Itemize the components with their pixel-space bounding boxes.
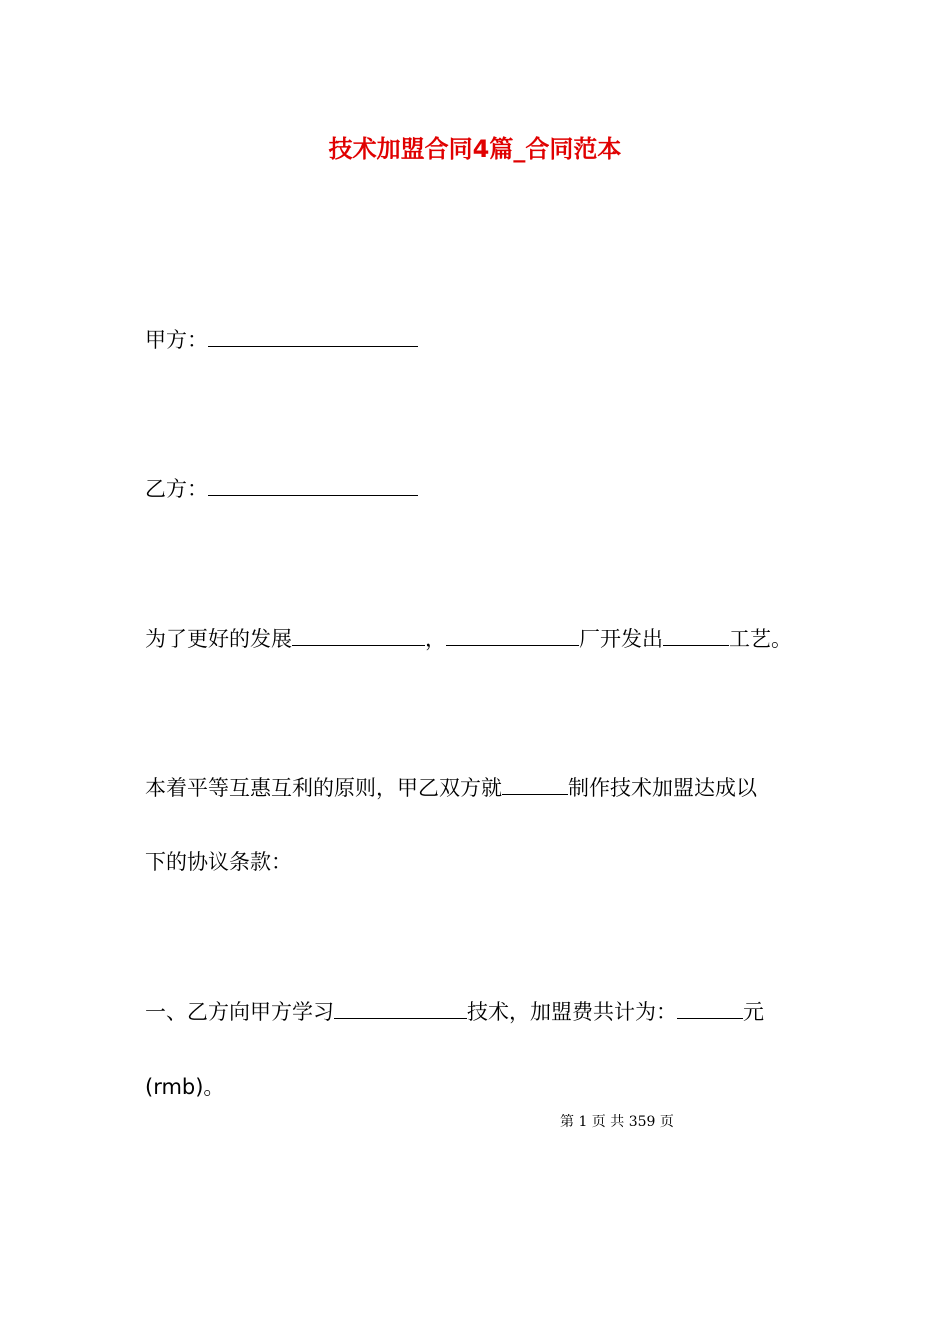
principle-text-1: 本着平等互惠互利的原则，甲乙双方就 <box>145 776 502 800</box>
intro-text-2: 厂开发出 <box>579 627 663 651</box>
clause-1-blank-1 <box>334 1000 467 1019</box>
party-a-label: 甲方： <box>145 328 208 352</box>
party-b-label: 乙方： <box>145 477 208 501</box>
principle-line-1 <box>145 773 757 803</box>
clause-1-text-2: 技术，加盟费共计为： <box>467 1000 677 1024</box>
clause-1-text-4: (rmb)。 <box>145 1075 225 1099</box>
party-a-blank <box>208 328 418 347</box>
clause-1-line-2 <box>145 1072 224 1102</box>
party-a-line <box>145 325 418 355</box>
clause-1-blank-2 <box>677 1000 743 1019</box>
party-b-blank <box>208 477 418 496</box>
principle-line-2 <box>145 847 292 877</box>
clause-1-line-1 <box>145 997 764 1027</box>
intro-blank-2 <box>446 627 579 646</box>
intro-separator: ， <box>425 627 446 651</box>
intro-blank-1 <box>292 627 425 646</box>
principle-text-2: 制作技术加盟达成以 <box>568 776 757 800</box>
party-b-line <box>145 474 418 504</box>
page-number-footer: 第 1 页 共 359 页 <box>560 1114 674 1130</box>
intro-text-1: 为了更好的发展 <box>145 627 292 651</box>
clause-1-text-1: 一、乙方向甲方学习 <box>145 1000 334 1024</box>
clause-1-text-3: 元 <box>743 1000 764 1024</box>
principle-blank <box>502 776 568 795</box>
document-title: 技术加盟合同4篇_合同范本 <box>328 135 622 163</box>
intro-blank-3 <box>663 627 729 646</box>
intro-line <box>145 624 792 654</box>
principle-text-3: 下的协议条款： <box>145 850 292 874</box>
intro-text-3: 工艺。 <box>729 627 792 651</box>
